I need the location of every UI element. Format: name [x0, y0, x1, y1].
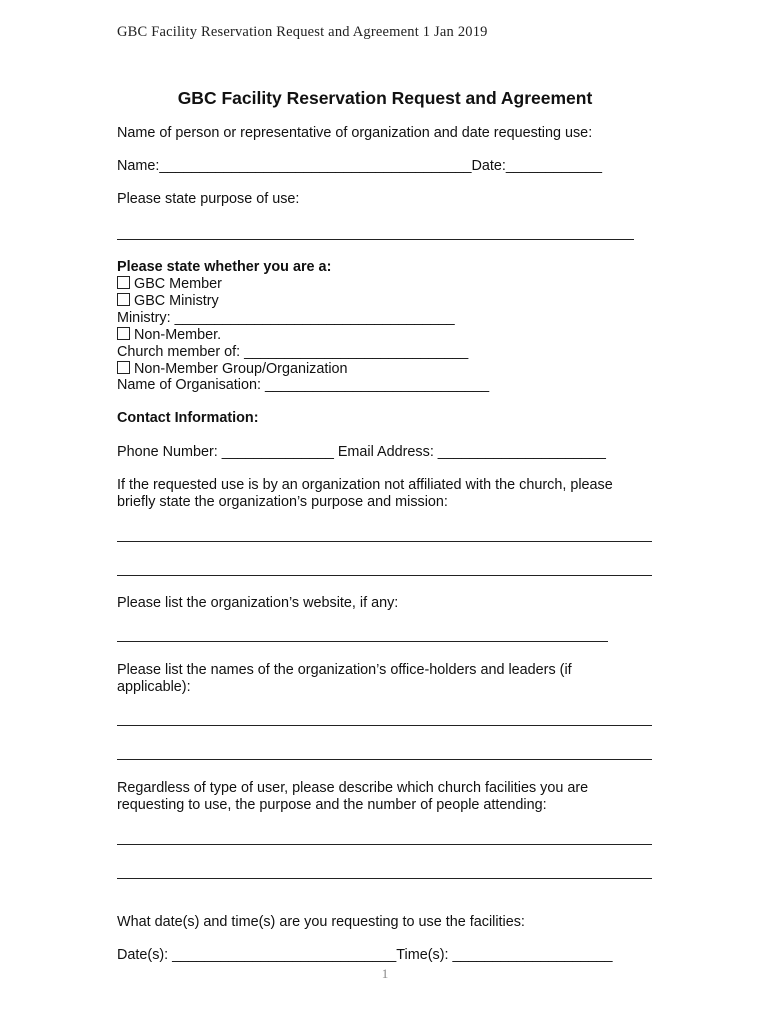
- ministry-field[interactable]: Ministry: ___________________________________: [117, 310, 455, 326]
- intro-text: Name of person or representative of organization and date requesting use:: [117, 125, 593, 141]
- checkbox[interactable]: [117, 293, 130, 306]
- organisation-name-field[interactable]: Name of Organisation: ____________________________: [117, 377, 490, 393]
- org-purpose-question: If the requested use is by an organization not affiliated with the church, please: [117, 477, 613, 493]
- checkbox[interactable]: [117, 276, 130, 289]
- org-purpose-field-1[interactable]: [117, 541, 652, 542]
- phone-email-field[interactable]: Phone Number: ______________ Email Address: _____________________: [117, 444, 606, 460]
- option-non-member[interactable]: [117, 327, 221, 344]
- option-gbc-member[interactable]: [117, 276, 222, 293]
- church-member-field[interactable]: Church member of: ____________________________: [117, 344, 469, 360]
- option-label: Non-Member.: [134, 327, 222, 343]
- org-purpose-question-cont: briefly state the organization’s purpose and mission:: [117, 494, 448, 510]
- page-number: 1: [381, 966, 389, 981]
- date-time-field[interactable]: Date(s): ____________________________Time(s): ____________________: [117, 947, 613, 963]
- facilities-field-2[interactable]: [117, 878, 652, 879]
- officers-field-2[interactable]: [117, 759, 652, 760]
- status-heading: Please state whether you are a:: [117, 259, 332, 275]
- option-label: GBC Member: [134, 276, 222, 292]
- page-header: GBC Facility Reservation Request and Agreement 1 Jan 2019: [117, 24, 488, 40]
- facilities-question: Regardless of type of user, please describe which church facilities you are: [117, 780, 589, 796]
- option-label: Non-Member Group/Organization: [134, 361, 348, 377]
- option-gbc-ministry[interactable]: [117, 293, 219, 310]
- website-field[interactable]: [117, 641, 608, 642]
- officers-question: Please list the names of the organization’s office-holders and leaders (if: [117, 662, 572, 678]
- purpose-field[interactable]: [117, 239, 634, 240]
- form-title: GBC Facility Reservation Request and Agreement: [177, 88, 593, 108]
- facilities-field-1[interactable]: [117, 844, 652, 845]
- checkbox[interactable]: [117, 327, 130, 340]
- name-date-field[interactable]: Name:_______________________________________Date:____________: [117, 158, 602, 174]
- org-purpose-field-2[interactable]: [117, 575, 652, 576]
- contact-heading: Contact Information:: [117, 410, 259, 426]
- facilities-question-cont: requesting to use, the purpose and the number of people attending:: [117, 797, 547, 813]
- website-label: Please list the organization’s website, if any:: [117, 595, 399, 611]
- checkbox[interactable]: [117, 361, 130, 374]
- option-label: GBC Ministry: [134, 293, 219, 309]
- option-non-member-group[interactable]: [117, 361, 348, 378]
- dates-question: What date(s) and time(s) are you requesting to use the facilities:: [117, 914, 525, 930]
- officers-field-1[interactable]: [117, 725, 652, 726]
- officers-question-cont: applicable):: [117, 679, 191, 695]
- purpose-label: Please state purpose of use:: [117, 191, 300, 207]
